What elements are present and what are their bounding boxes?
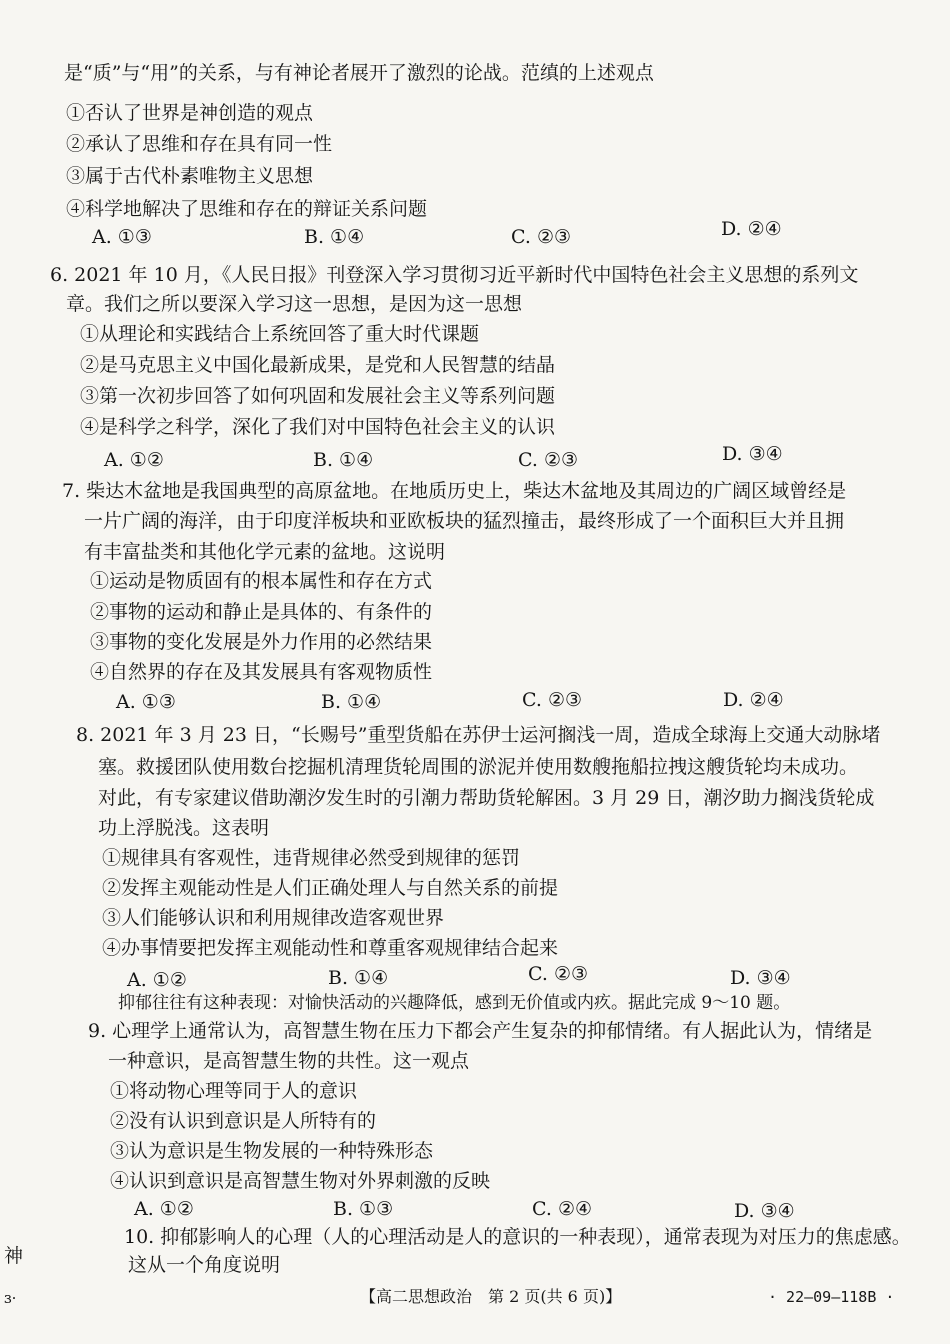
stem-line: 对此，有专家建议借助潮汐发生时的引潮力帮助货轮解困。3 月 29 日，潮汐助力搁浅货轮成 xyxy=(98,787,875,809)
answer-options xyxy=(0,1196,950,1222)
answer-options xyxy=(0,965,950,991)
margin-character: 神 xyxy=(4,1245,24,1267)
option-c: C. ②③ xyxy=(522,689,583,711)
choice-1: ①规律具有客观性，违背规律必然受到规律的惩罚 xyxy=(102,847,521,869)
option-a: A. ①③ xyxy=(92,226,152,248)
option-d: D. ③④ xyxy=(734,1200,795,1222)
option-d: D. ③④ xyxy=(722,443,783,465)
choice-1: ①将动物心理等同于人的意识 xyxy=(110,1080,358,1102)
stem-line: 塞。救援团队使用数台挖掘机清理货轮周围的淤泥并使用数艘拖船拉拽这艘货轮均未成功。 xyxy=(98,756,859,778)
stem-line: 章。我们之所以要深入学习这一思想，是因为这一思想 xyxy=(66,293,523,315)
choice-3: ③认为意识是生物发展的一种特殊形态 xyxy=(110,1140,434,1162)
option-c: C. ②③ xyxy=(518,449,579,471)
choice-3: ③人们能够认识和利用规律改造客观世界 xyxy=(102,907,445,929)
stem-line: 一片广阔的海洋，由于印度洋板块和亚欧板块的猛烈撞击，最终形成了一个面积巨大并且拥 xyxy=(84,510,845,532)
margin-mark: ɜ· xyxy=(4,1289,17,1307)
choice-2: ②事物的运动和静止是具体的、有条件的 xyxy=(90,601,433,623)
stem-line: 10. 抑郁影响人的心理（人的心理活动是人的意识的一种表现），通常表现为对压力的焦虑感。 xyxy=(124,1226,911,1248)
stem-line: 一种意识，是高智慧生物的共性。这一观点 xyxy=(108,1050,470,1072)
option-b: B. ①④ xyxy=(304,226,365,248)
choice-4: ④科学地解决了思维和存在的辩证关系问题 xyxy=(66,198,428,220)
choice-4: ④办事情要把发挥主观能动性和尊重客观规律结合起来 xyxy=(102,937,559,959)
material-intro: 抑郁往往有这种表现：对愉快活动的兴趣降低，感到无价值或内疚。据此完成 9～10 题。 xyxy=(118,993,791,1013)
stem-line: 这从一个角度说明 xyxy=(128,1254,281,1276)
option-a: A. ①② xyxy=(104,449,164,471)
option-c: C. ②③ xyxy=(511,226,572,248)
choice-4: ④认识到意识是高智慧生物对外界刺激的反映 xyxy=(110,1170,491,1192)
option-d: D. ②④ xyxy=(723,689,784,711)
stem-line: 有丰富盐类和其他化学元素的盆地。这说明 xyxy=(84,541,446,563)
choice-2: ②发挥主观能动性是人们正确处理人与自然关系的前提 xyxy=(102,877,559,899)
option-b: B. ①④ xyxy=(328,967,389,989)
option-b: B. ①④ xyxy=(321,691,382,713)
option-a: A. ①② xyxy=(134,1198,194,1220)
option-c: C. ②③ xyxy=(528,963,589,985)
option-a: A. ①③ xyxy=(116,691,176,713)
answer-options xyxy=(0,443,950,473)
option-b: B. ①④ xyxy=(313,449,374,471)
stem-line: 功上浮脱浅。这表明 xyxy=(98,817,270,839)
stem-line: 9. 心理学上通常认为，高智慧生物在压力下都会产生复杂的抑郁情绪。有人据此认为，情绪是 xyxy=(88,1020,873,1042)
choice-4: ④自然界的存在及其发展具有客观物质性 xyxy=(90,661,433,683)
page-footer-code: · 22—09—118B · xyxy=(768,1288,895,1306)
answer-options xyxy=(0,689,950,715)
choice-3: ③第一次初步回答了如何巩固和发展社会主义等系列问题 xyxy=(80,385,556,407)
option-a: A. ①② xyxy=(127,969,187,991)
choice-1: ①运动是物质固有的根本属性和存在方式 xyxy=(90,570,433,592)
page-footer-label: 【高二思想政治 第 2 页(共 6 页)】 xyxy=(360,1287,622,1306)
answer-options xyxy=(0,218,950,250)
choice-4: ④是科学之科学，深化了我们对中国特色社会主义的认识 xyxy=(80,416,556,438)
choice-3: ③事物的变化发展是外力作用的必然结果 xyxy=(90,631,433,653)
choice-3: ③属于古代朴素唯物主义思想 xyxy=(66,165,314,187)
option-b: B. ①③ xyxy=(333,1198,394,1220)
choice-2: ②没有认识到意识是人所特有的 xyxy=(110,1110,377,1132)
option-d: D. ②④ xyxy=(721,218,782,240)
stem-line: 7. 柴达木盆地是我国典型的高原盆地。在地质历史上，柴达木盆地及其周边的广阔区域曾经是 xyxy=(62,480,847,502)
choice-1: ①否认了世界是神创造的观点 xyxy=(66,102,314,124)
stem-line: 8. 2021 年 3 月 23 日，“长赐号”重型货船在苏伊士运河搁浅一周，造成全球海上交通大动脉堵 xyxy=(76,724,881,746)
choice-2: ②是马克思主义中国化最新成果，是党和人民智慧的结晶 xyxy=(80,354,556,376)
choice-1: ①从理论和实践结合上系统回答了重大时代课题 xyxy=(80,323,480,345)
option-c: C. ②④ xyxy=(532,1198,593,1220)
stem-line: 6. 2021 年 10 月，《人民日报》刊登深入学习贯彻习近平新时代中国特色社会主义思想的系列文 xyxy=(50,264,859,286)
option-d: D. ③④ xyxy=(730,967,791,989)
stem-line: 是“质”与“用”的关系，与有神论者展开了激烈的论战。范缜的上述观点 xyxy=(64,62,654,84)
choice-2: ②承认了思维和存在具有同一性 xyxy=(66,133,333,155)
